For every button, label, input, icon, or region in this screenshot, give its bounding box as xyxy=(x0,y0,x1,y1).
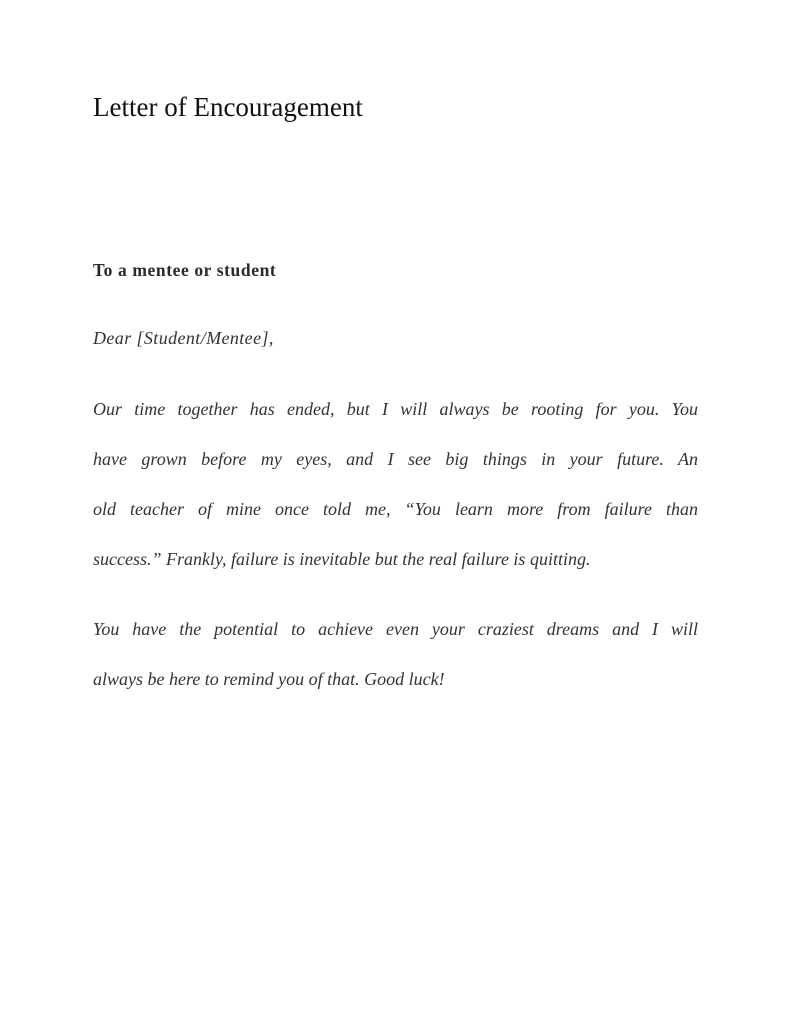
salutation: Dear [Student/Mentee], xyxy=(93,328,274,348)
document-title: Letter of Encouragement xyxy=(93,92,363,122)
section-subheading: To a mentee or student xyxy=(93,260,277,280)
paragraph-line: have grown before my eyes, and I see big things in your future. An xyxy=(93,449,698,469)
paragraph-line: success.” Frankly, failure is inevitable but the real failure is quitting. xyxy=(93,549,591,569)
paragraph-line: You have the potential to achieve even your craziest dreams and I will xyxy=(93,619,698,639)
paragraph-line: Our time together has ended, but I will always be rooting for you. You xyxy=(93,399,698,419)
paragraph-line: always be here to remind you of that. Good luck! xyxy=(93,669,445,689)
paragraph-2 xyxy=(93,618,698,718)
paragraph-1 xyxy=(93,398,698,598)
paragraph-line: old teacher of mine once told me, “You learn more from failure than xyxy=(93,499,698,519)
